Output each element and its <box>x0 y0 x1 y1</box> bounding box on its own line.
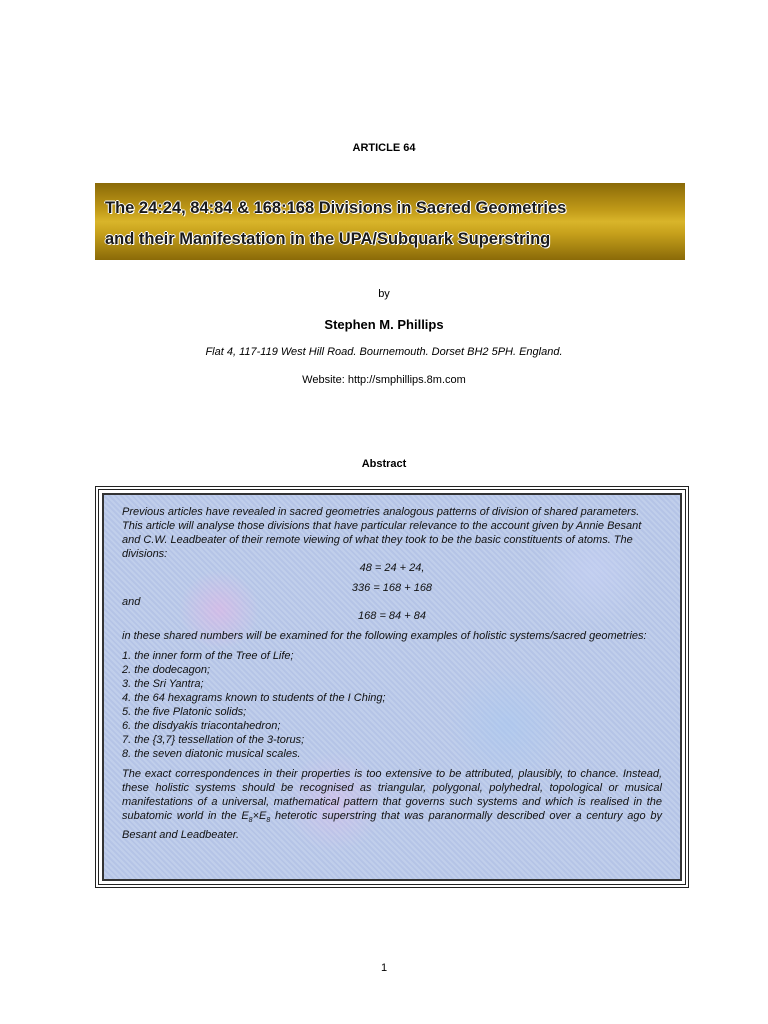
author-website: Website: http://smphillips.8m.com <box>302 374 466 386</box>
author-name: Stephen M. Phillips <box>324 317 444 332</box>
para3-text-before: The exact correspondences in their properties is too extensive to be attributed, plausibly, to chance. Instead, these holistic systems should be recognised as triangular, polygonal, polyhedral, topological or musical manifestations of a universal, mathematical pattern that governs such systems and which is realised in the subatomic world in the <box>122 768 662 822</box>
abstract-content <box>102 493 682 881</box>
equation-1: 48 = 24 + 24, <box>359 562 425 574</box>
abstract-heading: Abstract <box>361 458 407 470</box>
list-item: 2. the dodecagon; <box>122 664 211 676</box>
systems-list <box>122 649 662 761</box>
abstract-paragraph-1: Previous articles have revealed in sacred geometries analogous patterns of division of shared parameters. This article will analyse those divisions that have particular relevance to the account given by Annie Besant and C.W. Leadbeater of their remote viewing of what they took to be the basic constituents of atoms. The divisions: <box>122 506 642 560</box>
equation-2: 336 = 168 + 168 <box>351 582 433 594</box>
page-number: 1 <box>380 962 388 974</box>
list-item: 3. the Sri Yantra; <box>122 678 204 690</box>
equation-3: 168 = 84 + 84 <box>358 610 426 622</box>
list-item: 8. the seven diatonic musical scales. <box>122 748 301 760</box>
abstract-box <box>95 486 689 888</box>
title-line-1: The 24:24, 84:84 & 168:168 Divisions in Sacred Geometries <box>105 199 567 217</box>
by-label: by <box>378 288 390 300</box>
title-banner <box>95 183 685 260</box>
and-word: and <box>122 596 141 608</box>
para3-text-after: heterotic superstring that was paranormally described over a century ago by Besant and Leadbeater. <box>122 810 663 842</box>
title-line-2: and their Manifestation in the UPA/Subquark Superstring <box>105 230 551 248</box>
list-item: 7. the {3,7} tessellation of the 3-torus; <box>122 734 305 746</box>
list-item: 6. the disdyakis triacontahedron; <box>122 720 281 732</box>
list-item: 5. the five Platonic solids; <box>122 706 247 718</box>
e8-symbol: $E_8\times E_8$ <box>241 810 271 825</box>
list-item: 1. the inner form of the Tree of Life; <box>122 650 294 662</box>
article-number: ARTICLE 64 <box>352 142 416 154</box>
list-item: 4. the 64 hexagrams known to students of the I Ching; <box>122 692 386 704</box>
author-address: Flat 4, 117-119 West Hill Road. Bournemouth. Dorset BH2 5PH. England. <box>205 346 563 358</box>
abstract-paragraph-3 <box>122 767 662 842</box>
abstract-paragraph-2: in these shared numbers will be examined for the following examples of holistic systems/sacred geometries: <box>122 630 647 642</box>
